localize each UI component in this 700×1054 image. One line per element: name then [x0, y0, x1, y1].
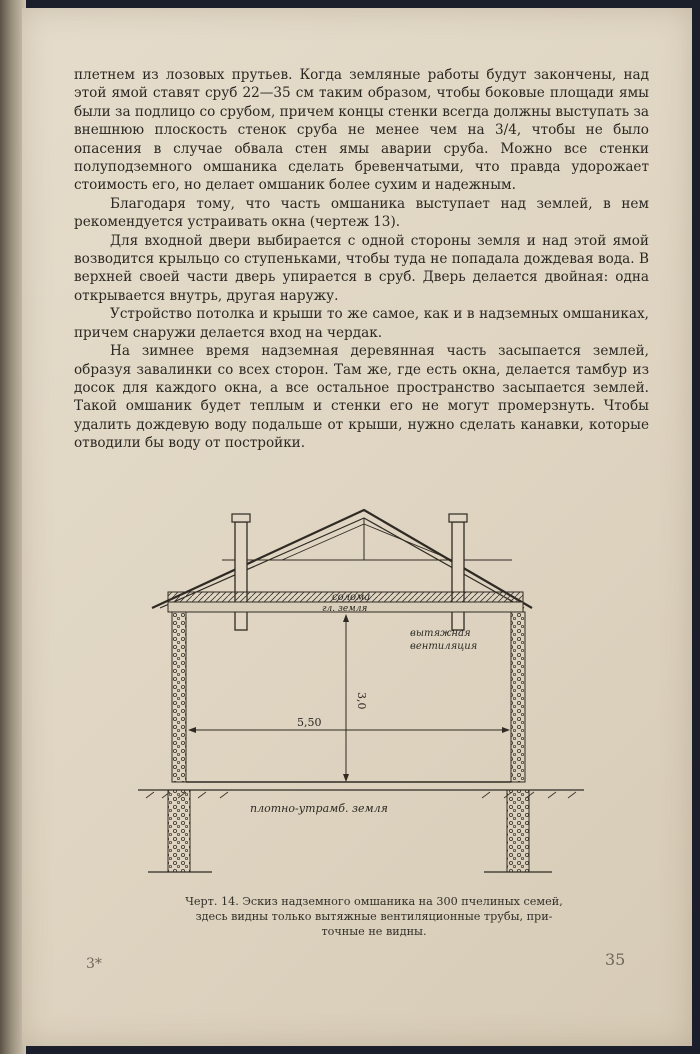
wall-left — [172, 612, 186, 782]
width-dimension — [188, 727, 510, 733]
paragraph-2: Благодаря тому, что часть омшаника выступает над землей, в нем рекомендуется устраивать окна (чертеж 13). — [74, 195, 649, 231]
vent-pipe-right — [449, 514, 467, 630]
book-page — [22, 8, 692, 1046]
paragraph-1: плетнем из лозовых прутьев. Когда земляные работы будут закончены, над этой ямой ставят сруб 22—35 см таким образом, чтобы боковые площади ямы были за подлицо со срубом, причем концы стенки всегда должны выступать за внешнюю плоскость стенок сруба не менее чем на 3/4, чтобы не было опасения в случае обвала стен ямы аварии сруба. Можно все стенки полуподземного омшаника сделать бревенчатыми, что правда удорожает стоимость его, но делает омшаник более сухим и надежным. — [74, 67, 649, 194]
body-text — [74, 66, 649, 453]
figure-caption — [124, 894, 624, 939]
paragraph-5: На зимнее время надземная деревянная часть засыпается землей, образуя завалинки со всех сторон. Там же, где есть окна, делается тамбур из досок для каждого окна, а все остальное пространство засыпается землей. Такой омшаник будет теплым и стенки его не могут промерзнуть. Чтобы удалить дождевую воду подальше от крыши, нужно сделать канавки, которые отводили бы воду от постройки. — [74, 343, 649, 452]
page-number: 35 — [605, 950, 626, 969]
label-ground: плотно-утрамб. земля — [250, 802, 388, 815]
paragraph-3: Для входной двери выбирается с одной стороны земля и над этой ямой возводится крыльцо со ступеньками, чтобы туда не попадала дождевая вода. В верхней своей части дверь упирается в сруб. Дверь делается двойная: одна открывается внутрь, другая наружу. — [74, 232, 649, 304]
wall-right — [511, 612, 525, 782]
signature-mark: 3* — [86, 956, 102, 972]
caption-line-3: точные не видны. — [321, 925, 427, 938]
label-vent-2: вентиляция — [410, 641, 478, 652]
foundation-right — [484, 790, 552, 872]
label-width: 5,50 — [297, 716, 322, 729]
caption-line-1: Черт. 14. Эскиз надземного омшаника на 300 пчелиных семей, — [185, 895, 563, 908]
paragraph-4: Устройство потолка и крыши то же самое, как и в надземных омшаниках, причем снаружи делается вход на чердак. — [74, 306, 649, 341]
caption-line-2: здесь видны только вытяжные вентиляционные трубы, при- — [195, 910, 553, 923]
vent-pipe-left — [232, 514, 250, 630]
label-vent: вытяжная — [410, 628, 471, 639]
foundation-left — [148, 790, 212, 872]
label-straw: солома — [332, 592, 371, 603]
label-height: 3,0 — [355, 692, 368, 710]
cross-section-drawing — [132, 500, 592, 890]
label-clay: гл. земля — [322, 604, 368, 614]
height-dimension — [343, 614, 349, 782]
